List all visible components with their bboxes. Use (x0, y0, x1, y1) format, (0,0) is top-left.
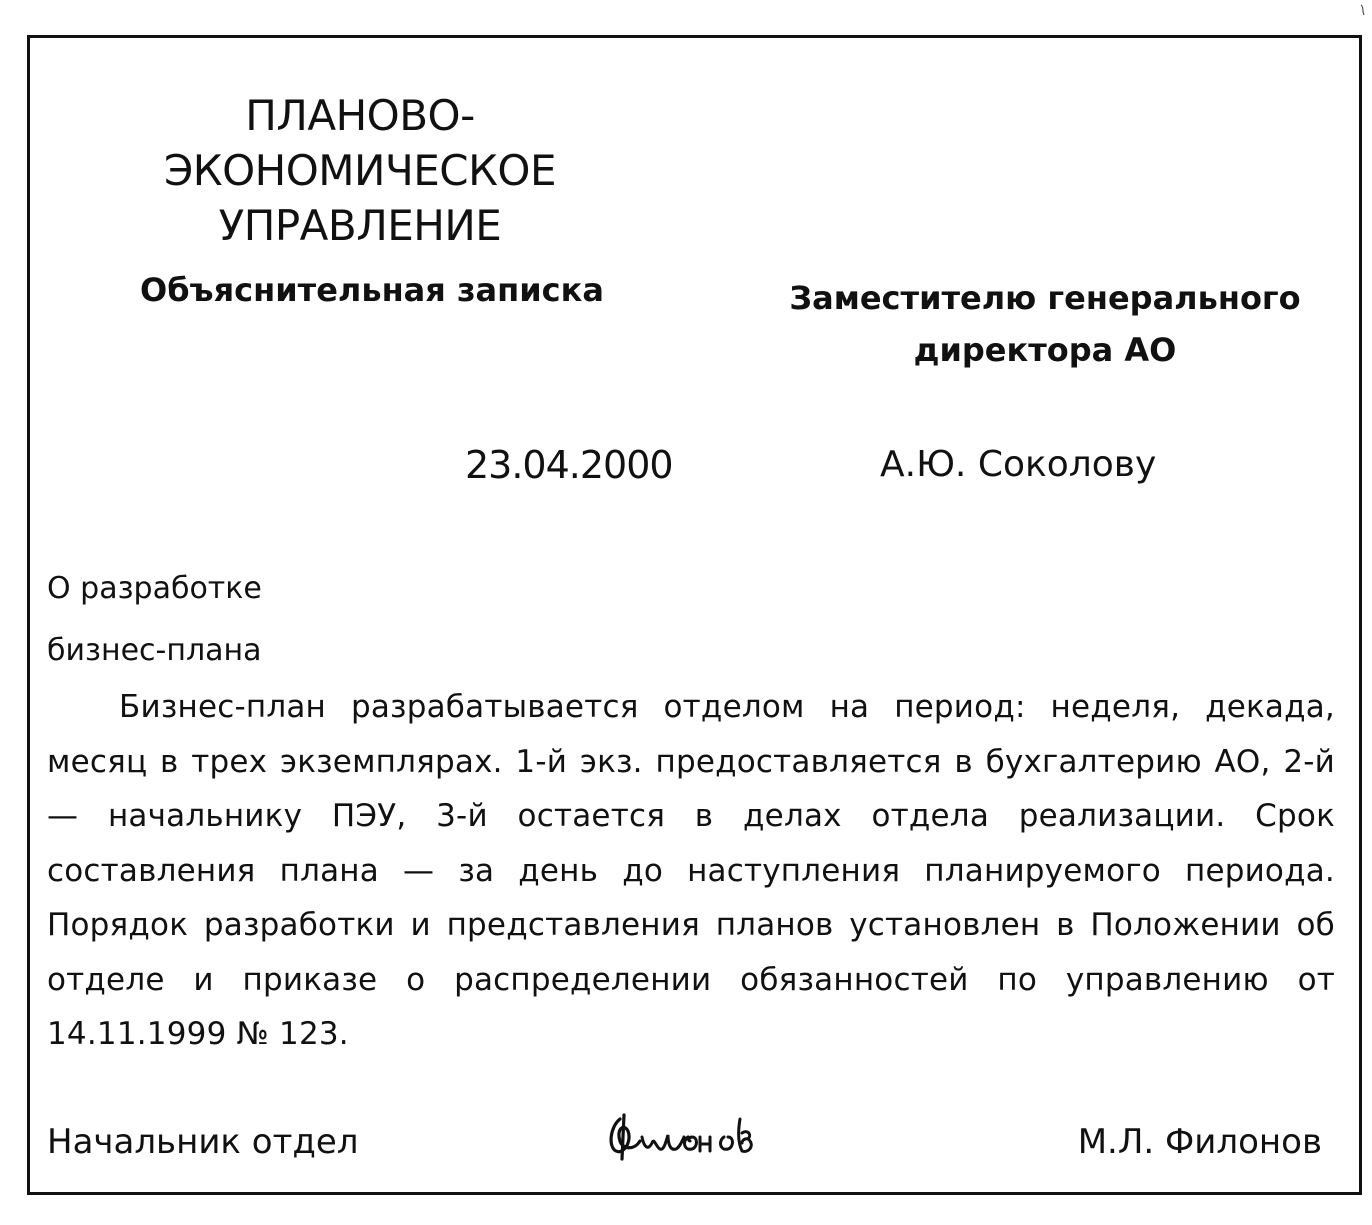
document-type: Объяснительная записка (140, 271, 604, 309)
addressee-block (780, 272, 1310, 376)
department-title (110, 88, 610, 253)
subject-line: бизнес-плана (47, 633, 262, 668)
handwritten-signature (602, 1107, 782, 1167)
signatory-position: Начальник отдел (47, 1122, 359, 1162)
subject-heading (47, 558, 262, 682)
body-paragraph: Бизнес-план разрабатывается отделом на период: неделя, декада, месяц в трех экземплярах. 1-й экз. предоставляется в бухгалтерию АО, 2-й — начальнику ПЭУ, 3-й остается в делах отдела реализации. Срок составления плана — за день до наступления планируемого периода. Порядок разработки и представления планов установлен в Положении об отделе и приказе о распределении обязанностей по управлению от 14.11.1999 № 123. (47, 689, 1335, 1052)
addressee-line: директора АО (913, 331, 1177, 369)
signature-row (47, 1115, 1327, 1175)
subject-line: О разработке (47, 571, 262, 606)
signatory-name: М.Л. Филонов (1077, 1122, 1322, 1162)
corner-mark-icon (1358, 2, 1368, 16)
addressee-name: А.Ю. Соколову (880, 444, 1157, 485)
department-title-line: ПЛАНОВО- (245, 91, 475, 140)
addressee-line: Заместителю генерального (789, 279, 1301, 317)
document-date: 23.04.2000 (465, 443, 673, 487)
department-title-line: УПРАВЛЕНИЕ (218, 201, 502, 250)
department-title-line: ЭКОНОМИЧЕСКОЕ (163, 146, 557, 195)
